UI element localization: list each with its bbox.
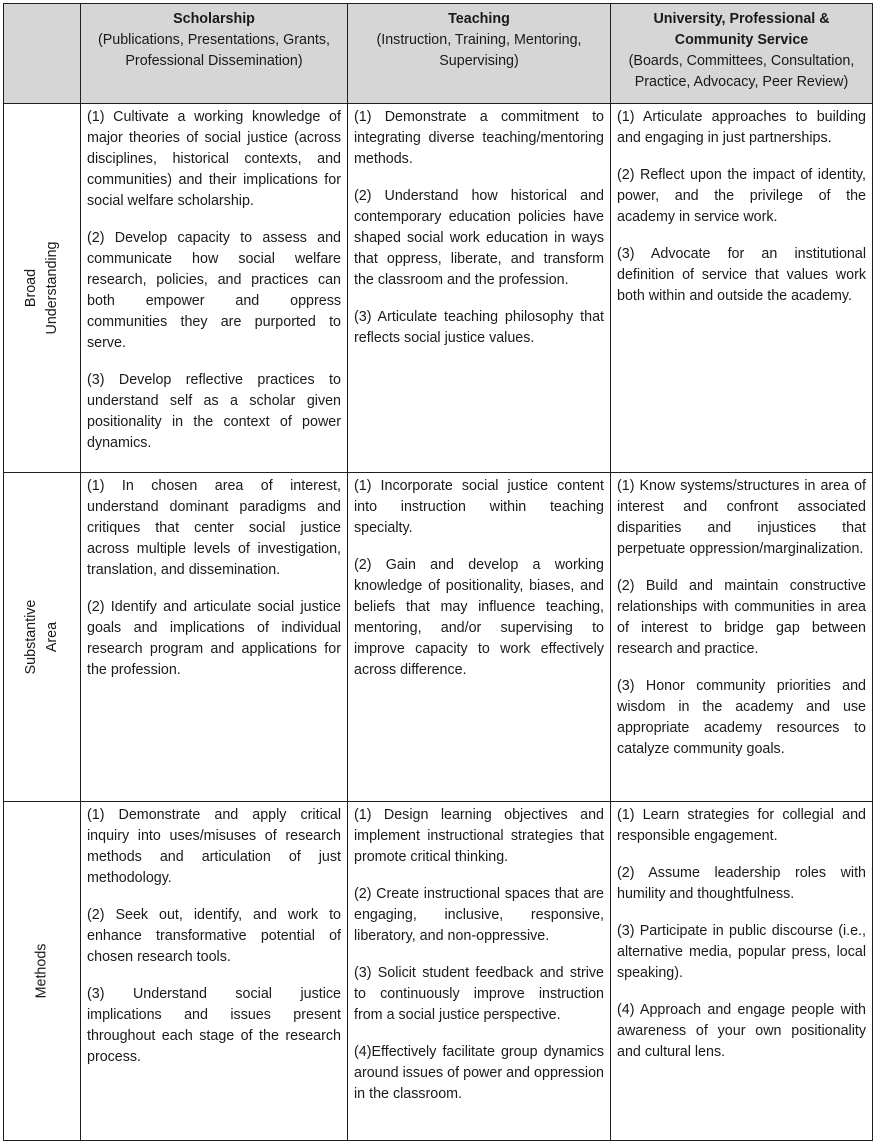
- competency-item: (2) Gain and develop a working knowledge of positionality, biases, and beliefs that may influence teaching, mentoring, and/or supervising to improve capacity to work effectively across difference.: [354, 557, 604, 678]
- competency-item: (2) Develop capacity to assess and communicate how social welfare research, policies, and practices can both empower and oppress communities they are purported to serve.: [87, 230, 341, 351]
- corner-cell: [4, 4, 81, 104]
- cell-methods-service: [611, 802, 873, 1141]
- header-service: [611, 4, 873, 104]
- competency-item: (1) Cultivate a working knowledge of major theories of social justice (across disciplines, historical contexts, and communities) and their implications for social welfare scholarship.: [87, 109, 341, 209]
- cell-methods-teaching: [348, 802, 611, 1141]
- cell-substantive-teaching: [348, 473, 611, 802]
- row-label-line: Substantive: [23, 599, 39, 675]
- header-teaching: [348, 4, 611, 104]
- competency-item: (3) Advocate for an institutional definition of service that values work both within and outside the academy.: [617, 246, 866, 304]
- row-broad-understanding: [4, 104, 873, 473]
- competency-item: (3) Understand social justice implications and issues present throughout each stage of the research process.: [87, 986, 341, 1065]
- competency-item: (3) Articulate teaching philosophy that reflects social justice values.: [354, 309, 604, 346]
- cell-broad-teaching: [348, 104, 611, 473]
- row-label-broad-understanding: [4, 104, 81, 473]
- competency-item: (2) Reflect upon the impact of identity, power, and the privilege of the academy in service work.: [617, 167, 866, 225]
- competency-item: (3) Develop reflective practices to understand self as a scholar given positionality in the context of power dynamics.: [87, 372, 341, 451]
- competency-item: (1) Design learning objectives and implement instructional strategies that promote critical thinking.: [354, 807, 604, 865]
- cell-broad-service: [611, 104, 873, 473]
- header-subtitle: (Boards, Committees, Consultation, Practice, Advocacy, Peer Review): [628, 53, 855, 90]
- header-subtitle: (Instruction, Training, Mentoring, Supervising): [376, 32, 582, 69]
- competency-item: (2) Identify and articulate social justice goals and implications of individual research program and applications for the profession.: [87, 599, 341, 678]
- header-title: Teaching: [448, 11, 510, 27]
- row-label-line: Broad: [23, 268, 39, 308]
- competency-item: (1) Demonstrate and apply critical inquiry into uses/misuses of research methods and articulation of just methodology.: [87, 807, 341, 886]
- row-methods: [4, 802, 873, 1141]
- competency-item: (4)Effectively facilitate group dynamics around issues of power and oppression in the classroom.: [354, 1044, 604, 1102]
- header-scholarship: [81, 4, 348, 104]
- header-title: University, Professional & Community Service: [653, 11, 830, 48]
- competency-item: (2) Understand how historical and contemporary education policies have shaped social work education in ways that oppress, liberate, and transform the classroom and the profession.: [354, 188, 604, 288]
- row-label-methods: [4, 802, 81, 1141]
- competency-item: (1) Demonstrate a commitment to integrating diverse teaching/mentoring methods.: [354, 109, 604, 167]
- row-substantive-area: [4, 473, 873, 802]
- competency-item: (3) Solicit student feedback and strive to continuously improve instruction from a social justice perspective.: [354, 965, 604, 1023]
- competency-item: (2) Assume leadership roles with humility and thoughtfulness.: [617, 865, 866, 902]
- cell-substantive-service: [611, 473, 873, 802]
- competency-item: (3) Honor community priorities and wisdom in the academy and use appropriate academy resources to catalyze community goals.: [617, 678, 866, 757]
- row-label-line: Area: [44, 621, 60, 653]
- row-label-line: Methods: [33, 943, 50, 999]
- competency-item: (2) Seek out, identify, and work to enhance transformative potential of chosen research tools.: [87, 907, 341, 965]
- competency-item: (1) In chosen area of interest, understand dominant paradigms and critiques that center social justice across multiple levels of investigation, translation, and dissemination.: [87, 478, 341, 578]
- competency-item: (1) Articulate approaches to building and engaging in just partnerships.: [617, 109, 866, 146]
- competency-item: (2) Create instructional spaces that are engaging, inclusive, responsive, liberatory, and non-oppressive.: [354, 886, 604, 944]
- header-subtitle: (Publications, Presentations, Grants, Professional Dissemination): [97, 32, 331, 69]
- cell-substantive-scholarship: [81, 473, 348, 802]
- competency-item: (1) Learn strategies for collegial and responsible engagement.: [617, 807, 866, 844]
- competency-table: [3, 3, 873, 1141]
- header-row: [4, 4, 873, 104]
- cell-methods-scholarship: [81, 802, 348, 1141]
- competency-item: (2) Build and maintain constructive relationships with communities in area of interest to bridge gap between research and practice.: [617, 578, 866, 657]
- competency-item: (4) Approach and engage people with awareness of your own positionality and cultural lens.: [617, 1002, 866, 1060]
- competency-item: (1) Incorporate social justice content into instruction within teaching specialty.: [354, 478, 604, 536]
- competency-matrix: [3, 3, 873, 1141]
- header-title: Scholarship: [173, 11, 255, 27]
- row-label-substantive-area: [4, 473, 81, 802]
- competency-item: (3) Participate in public discourse (i.e., alternative media, popular press, local speaking).: [617, 923, 866, 981]
- cell-broad-scholarship: [81, 104, 348, 473]
- row-label-line: Understanding: [44, 241, 60, 335]
- competency-item: (1) Know systems/structures in area of interest and confront associated disparities and injustices that perpetuate oppression/marginalization.: [617, 478, 866, 557]
